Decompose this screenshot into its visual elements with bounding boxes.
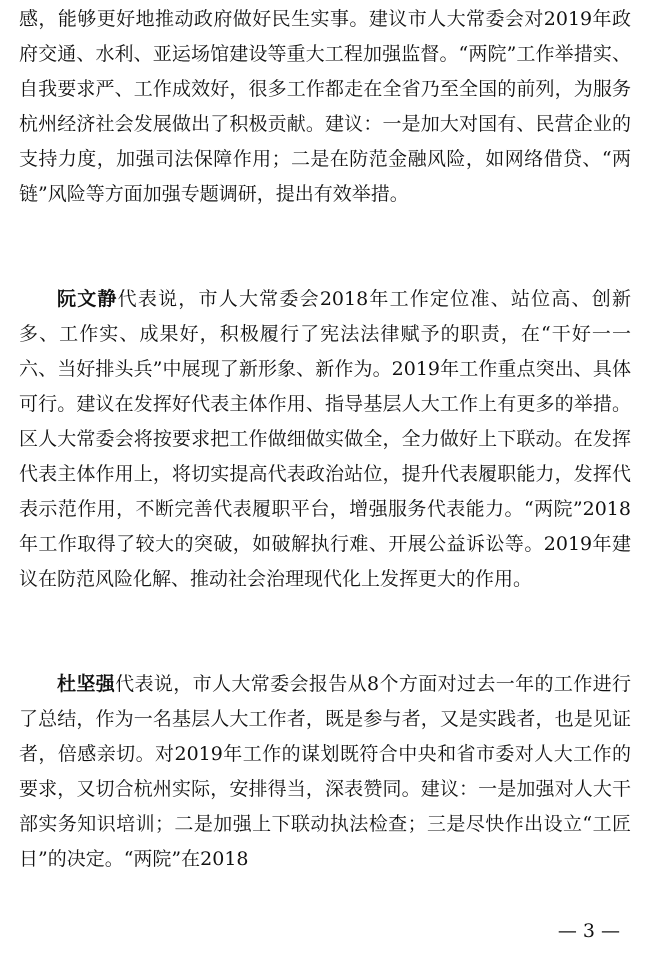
paragraph-text: 感，能够更好地推动政府做好民生实事。建议市人大常委会对2019年政府交通、水利、亚运场馆建设等重大工程加强监督。“两院”工作举措实、自我要求严、工作成效好，很多工作都走在全省乃至全国的前列，为服务杭州经济社会发展做出了积极贡献。建议：一是加大对国有、民营企业的支持力度，加强司法保障作用；二是在防范金融风险，如网络借贷、“两链”风险等方面加强专题调研，提出有效举措。: [19, 8, 631, 205]
paragraph-text: 代表说，市人大常委会2018年工作定位准、站位高、创新多、工作实、成果好，积极履行了宪法法律赋予的职责，在“干好一一六、当好排头兵”中展现了新形象、新作为。2019年工作重点突出、具体可行。建议在发挥好代表主体作用、指导基层人大工作上有更多的举措。区人大常委会将按要求把工作做细做实做全，全力做好上下联动。在发挥代表主体作用上，将切实提高代表政治站位，提升代表履职能力，发挥代表示范作用，不断完善代表履职平台，增强服务代表能力。“两院”2018年工作取得了较大的突破，如破解执行难、开展公益诉讼等。2019年建议在防范风险化解、推动社会治理现代化上发挥更大的作用。: [19, 288, 631, 590]
speaker-name: 阮文静: [57, 288, 118, 310]
speaker-name: 杜坚强: [57, 673, 116, 695]
page-number: — 3 —: [557, 920, 620, 942]
paragraph-text: 代表说，市人大常委会报告从8个方面对过去一年的工作进行了总结，作为一名基层人大工作者，既是参与者，又是实践者，也是见证者，倍感亲切。对2019年工作的谋划既符合中央和省市委对人大工作的要求，又切合杭州实际，安排得当，深表赞同。建议：一是加强对人大干部实务知识培训；二是加强上下联动执法检查；三是尽快作出设立“工匠日”的决定。“两院”在2018: [19, 673, 631, 870]
paragraph-du-jianqiang: [19, 667, 631, 877]
paragraph-ruan-wenjing: [19, 282, 631, 597]
paragraph-continued: [19, 2, 631, 212]
